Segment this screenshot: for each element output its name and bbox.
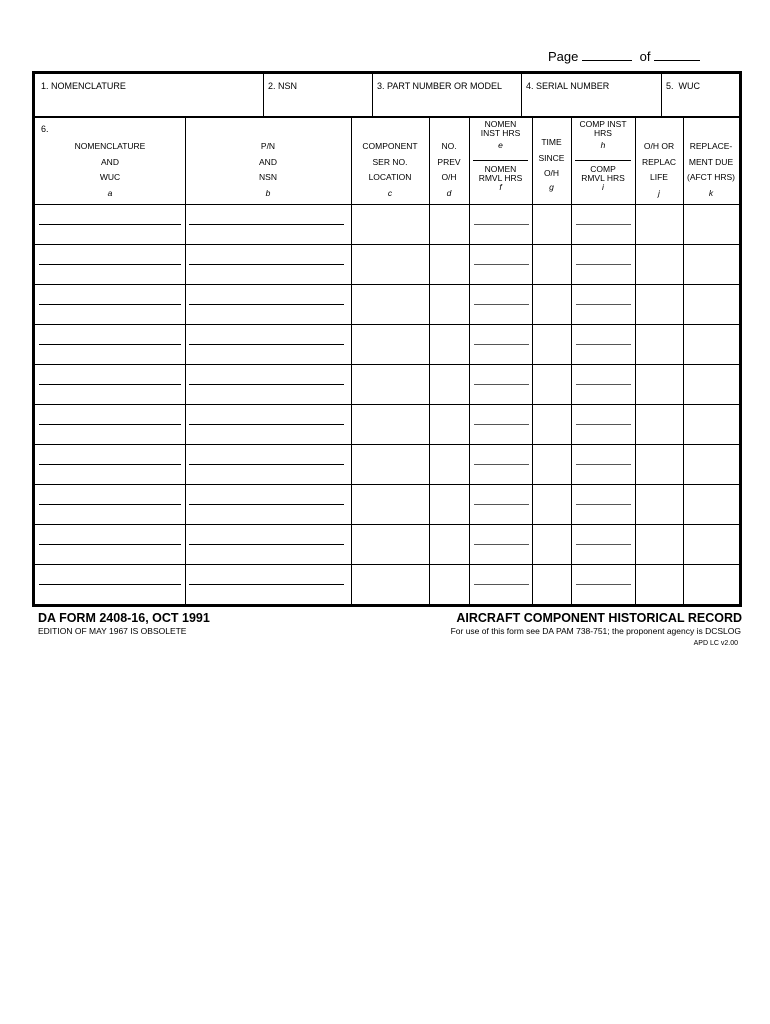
entry-line[interactable] [189,504,344,505]
split-divider-ef [473,160,528,161]
page-label: Page [548,49,579,64]
col-letter: i [602,182,604,192]
field-number: 1. [41,81,49,91]
entry-line[interactable] [576,384,631,385]
entry-line[interactable] [39,264,181,265]
table-row[interactable] [35,324,739,364]
col-header-line: NO. [441,141,457,151]
entry-line[interactable] [189,464,344,465]
entry-line[interactable] [39,504,181,505]
col-header-c [351,139,429,201]
col-header-a [35,139,185,201]
field-serial-number[interactable] [526,81,609,91]
entry-line[interactable] [576,304,631,305]
entry-line[interactable] [189,224,344,225]
field-nsn[interactable] [268,81,297,91]
col-letter: j [658,187,660,198]
entry-line[interactable] [576,264,631,265]
col-header-line: COMP INST [579,119,627,129]
col-letter: c [387,187,393,198]
col-header-line: WUC [99,172,121,182]
page-total-field[interactable] [654,48,700,61]
table-row[interactable] [35,204,739,244]
col-header-line: REPLACE- [689,141,733,151]
col-header-line: SINCE [538,152,565,163]
col-header-line: NOMENCLATURE [74,141,146,151]
col-header-d [429,139,469,201]
entry-line[interactable] [576,544,631,545]
col-header-b [185,139,351,201]
col-header-line: PREV [437,156,461,167]
col-header-line: LOCATION [368,172,412,182]
field-number: 4. [526,81,534,91]
entry-line[interactable] [39,304,181,305]
entry-line[interactable] [474,384,529,385]
field-label: NSN [278,81,298,91]
table-row[interactable] [35,524,739,564]
page-number-field[interactable] [582,48,632,61]
entry-line[interactable] [474,224,529,225]
col-letter: k [708,187,714,198]
entry-line[interactable] [474,544,529,545]
header-divider [372,74,373,116]
col-header-line: RMVL HRS [581,173,625,183]
field-part-number[interactable] [377,81,502,91]
entry-line[interactable] [576,344,631,345]
entry-line[interactable] [189,584,344,585]
entry-line[interactable] [576,224,631,225]
col-header-line: NOMEN [484,164,517,174]
header-row-divider [35,116,739,118]
table-row[interactable] [35,244,739,284]
table-row[interactable] [35,364,739,404]
col-header-g [532,135,571,192]
col-header-line: COMP [590,164,616,174]
col-header-line: LIFE [650,172,668,182]
col-header-line: REPLAC [641,156,676,167]
entry-line[interactable] [576,464,631,465]
col-header-line: MENT DUE [688,156,734,167]
entry-line[interactable] [576,424,631,425]
page-indicator [548,48,700,64]
entry-line[interactable] [474,584,529,585]
entry-line[interactable] [474,344,529,345]
entry-line[interactable] [39,464,181,465]
col-header-line: O/H [543,168,560,178]
entry-line[interactable] [189,264,344,265]
table-row[interactable] [35,484,739,524]
form-title: AIRCRAFT COMPONENT HISTORICAL RECORD [456,611,742,625]
col-header-line: AND [101,156,119,167]
col-header-line: NSN [259,172,277,182]
col-letter: a [107,187,113,198]
entry-line[interactable] [474,464,529,465]
header-divider [263,74,264,116]
col-header-line: RMVL HRS [478,173,523,183]
field-number: 3. [377,81,385,91]
col-header-line: O/H [441,172,457,182]
field-label: NOMENCLATURE [51,81,126,91]
entry-line[interactable] [576,504,631,505]
col-letter: f [499,182,502,192]
col-letter: g [549,181,554,192]
col-header-j [635,139,683,201]
col-header-k [683,139,739,201]
col-header-line: SER NO. [372,156,408,167]
col-header-line: O/H OR [643,141,675,151]
col-header-i [571,165,635,192]
col-header-line: COMPONENT [362,141,418,151]
entry-line[interactable] [576,584,631,585]
col-header-line: INST HRS [480,128,521,138]
field-label: SERIAL NUMBER [536,81,610,91]
form-grid [32,71,742,607]
entry-line[interactable] [189,544,344,545]
col-header-line: (AFCT HRS) [686,172,735,182]
col-letter: b [265,187,271,198]
entry-line[interactable] [39,584,181,585]
entry-line[interactable] [189,304,344,305]
col-header-e [469,120,532,150]
form-id: DA FORM 2408-16, OCT 1991 [38,611,210,625]
split-divider-hi [575,160,631,161]
entry-line[interactable] [474,304,529,305]
entry-line[interactable] [39,544,181,545]
table-row[interactable] [35,564,739,604]
edition-note: EDITION OF MAY 1967 IS OBSOLETE [38,626,187,636]
field-label: PART NUMBER OR MODEL [387,81,503,91]
col-header-line: TIME [541,137,562,147]
entry-line[interactable] [474,504,529,505]
usage-note: For use of this form see DA PAM 738-751; the proponent agency is DCSLOG [450,626,741,636]
entry-line[interactable] [474,424,529,425]
entry-line[interactable] [39,424,181,425]
col-letter: h [600,140,606,150]
entry-line[interactable] [189,344,344,345]
col-header-line: AND [259,156,277,167]
header-divider [521,74,522,116]
entry-line[interactable] [189,424,344,425]
entry-line[interactable] [39,384,181,385]
entry-line[interactable] [474,264,529,265]
of-label: of [639,49,651,64]
table-row[interactable] [35,444,739,484]
col-header-f [469,165,532,192]
col-header-line: NOMEN [484,119,517,129]
field-number: 5. [666,81,674,91]
field-wuc[interactable] [666,81,700,91]
table-row[interactable] [35,404,739,444]
version-label: APD LC v2.00 [693,640,738,647]
entry-line[interactable] [39,224,181,225]
col-header-h [571,120,635,150]
section-number: 6. [41,124,49,134]
entry-line[interactable] [189,384,344,385]
entry-line[interactable] [39,344,181,345]
header-divider [661,74,662,116]
table-row[interactable] [35,284,739,324]
col-letter: d [446,187,452,198]
col-letter: e [498,140,503,150]
col-header-line: HRS [594,128,612,138]
field-number: 2. [268,81,276,91]
field-nomenclature[interactable] [41,81,126,91]
field-label: WUC [678,81,701,91]
col-header-line: P/N [260,141,276,151]
